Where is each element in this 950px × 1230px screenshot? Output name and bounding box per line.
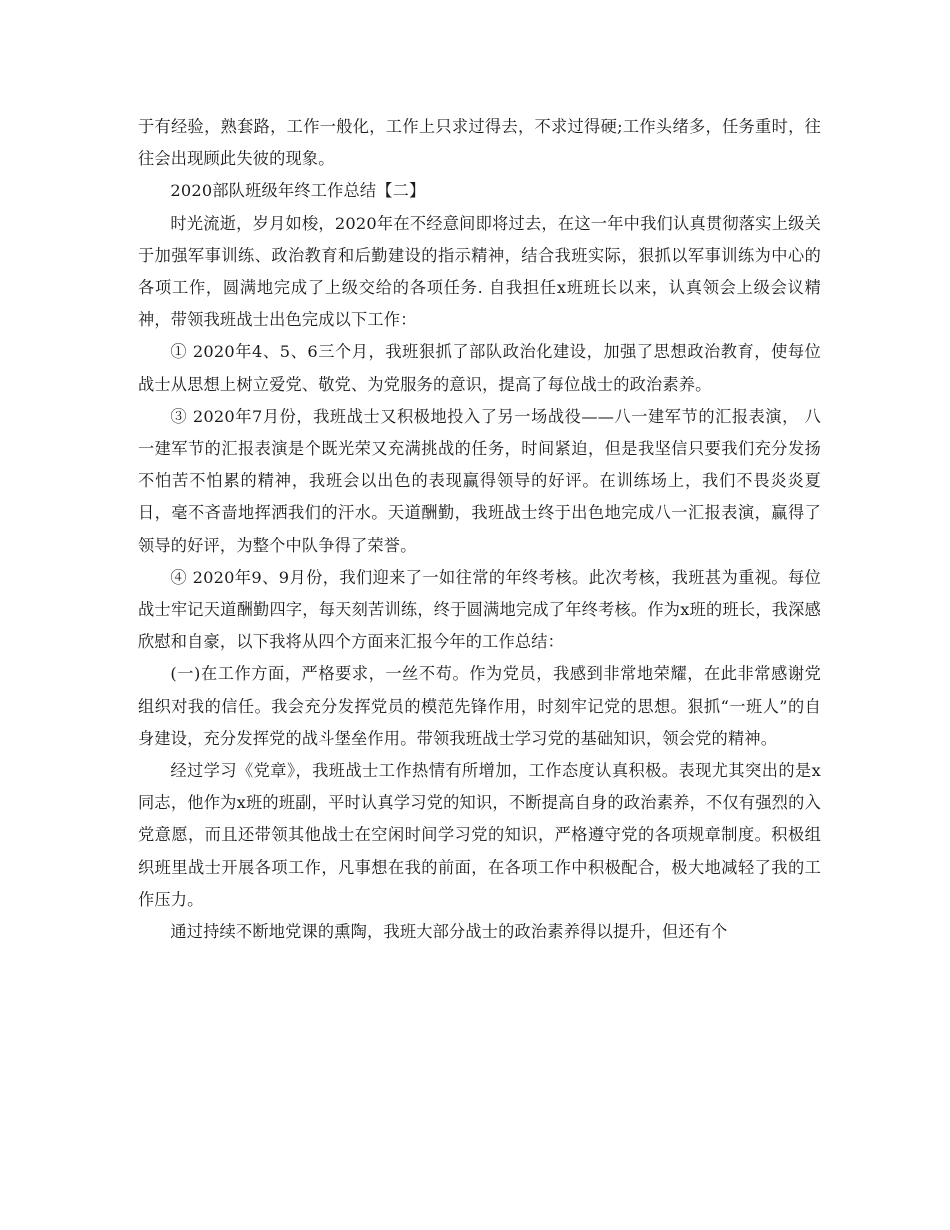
paragraph-party-study: 经过学习《党章》，我班战士工作热情有所增加，工作态度认真积极。表现尤其突出的是x同志，他作为x班的班副，平时认真学习党的知识，不断提高自身的政治素养，不仅有强烈的入党意愿，而且还带领其他战士在空闲时间学习党的知识，严格遵守党的各项规章制度。积极组织班里战士开展各项工作，凡事想在我的前面，在各项工作中积极配合，极大地减轻了我的工作压力。 [138, 761, 821, 909]
paragraph-intro: 时光流逝，岁月如梭，2020年在不经意间即将过去，在这一年中我们认真贯彻落实上级关于加强军事训练、政治教育和后勤建设的指示精神，结合我班实际，狠抓以军事训练为中心的各项工作，圆满地完成了上级交给的各项任务. 自我担任x班班长以来，认真领会上级会议精神，带领我班战士出色完成以下工作： [138, 213, 821, 330]
paragraph-item-4: ④ 2020年9、9月份，我们迎来了一如往常的年终考核。此次考核，我班甚为重视。每位战士牢记天道酬勤四字，每天刻苦训练，终于圆满地完成了年终考核。作为x班的班长，我深感欣慰和自豪，以下我将从四个方面来汇报今年的工作总结： [138, 567, 821, 652]
paragraph-item-3: ③ 2020年7月份，我班战士又积极地投入了另一场战役——八一建军节的汇报表演， 八一建军节的汇报表演是个既光荣又充满挑战的任务，时间紧迫，但是我坚信只要我们充分发扬不怕苦不怕累的精神，我班会以出色的表现赢得领导的好评。在训练场上，我们不畏炎炎夏日，毫不吝啬地挥洒我们的汗水。天道酬勤，我班战士终于出色地完成八一汇报表演，赢得了领导的好评，为整个中队争得了荣誉。 [138, 406, 821, 555]
paragraph-work-aspect: (一)在工作方面，严格要求，一丝不苟。作为党员，我感到非常地荣耀，在此非常感谢党组织对我的信任。我会充分发挥党员的模范先锋作用，时刻牢记党的思想。狠抓“一班人”的自身建设，充分发挥党的战斗堡垒作用。带领我班战士学习党的基础知识，领会党的精神。 [138, 664, 821, 748]
document-body [138, 111, 821, 948]
paragraph-continuation: 于有经验，熟套路，工作一般化，工作上只求过得去，不求过得硬;工作头绪多，任务重时，往往会出现顾此失彼的现象。 [138, 117, 821, 169]
section-heading: 2020部队班级年终工作总结【二】 [170, 181, 426, 201]
paragraph-continued: 通过持续不断地党课的熏陶，我班大部分战士的政治素养得以提升，但还有个 [170, 922, 728, 942]
paragraph-item-1: ① 2020年4、5、6三个月，我班狠抓了部队政治化建设，加强了思想政治教育，使每位战士从思想上树立爱党、敬党、为党服务的意识，提高了每位战士的政治素养。 [138, 342, 821, 394]
